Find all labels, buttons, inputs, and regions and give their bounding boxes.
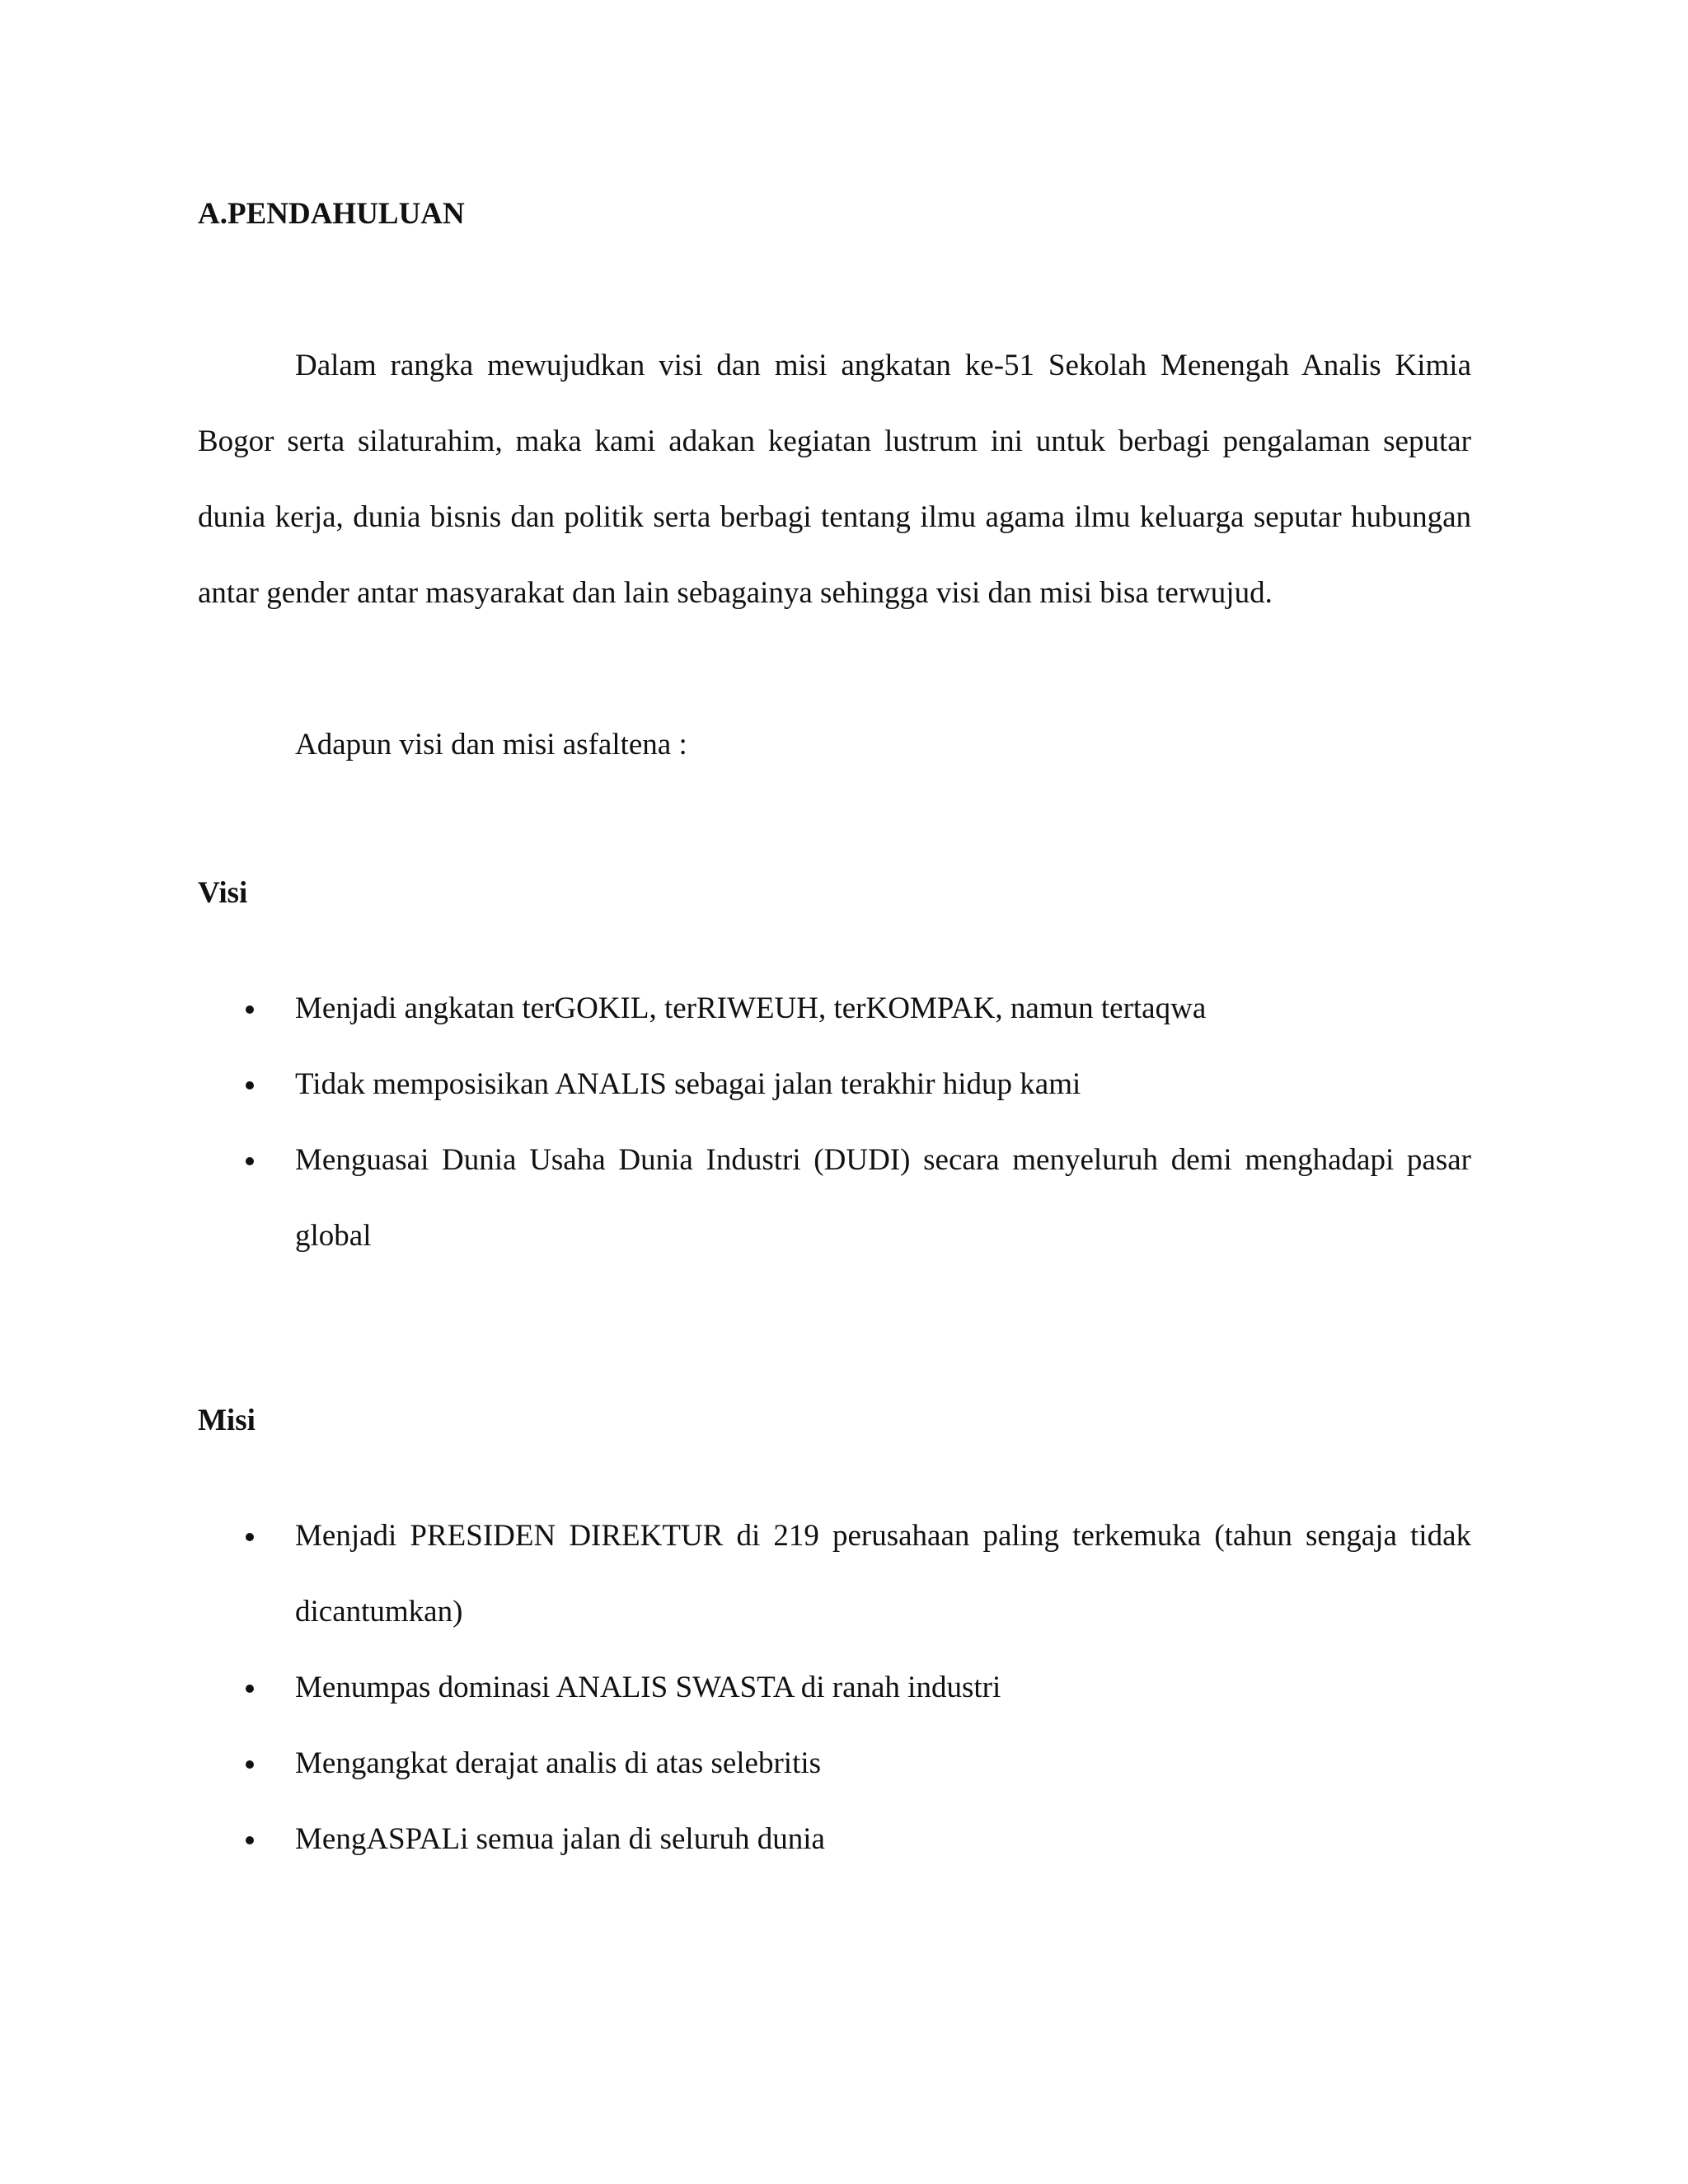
bullet-icon [246, 1081, 254, 1090]
visi-list-item [198, 971, 1471, 1047]
visi-misi-intro-paragraph: Adapun visi dan misi asfaltena : [295, 728, 687, 762]
bullet-icon [246, 1533, 254, 1541]
visi-list [198, 971, 1471, 1274]
misi-item-text: Mengangkat derajat analis di atas selebritis [295, 1746, 822, 1780]
section-heading: A.PENDAHULUAN [198, 197, 465, 231]
visi-list-item [198, 1122, 1471, 1274]
bullet-icon [246, 1760, 254, 1769]
misi-heading: Misi [198, 1404, 256, 1437]
misi-list-item [198, 1726, 1471, 1802]
visi-item-text: Menguasai Dunia Usaha Dunia Industri (DUDI) secara menyeluruh demi menghadapi pasar global [295, 1143, 1471, 1253]
bullet-icon [246, 1157, 254, 1165]
bullet-icon [246, 1836, 254, 1844]
visi-list-item [198, 1047, 1471, 1122]
misi-list-item [198, 1498, 1471, 1650]
misi-list-item [198, 1802, 1471, 1877]
visi-item-text: Tidak memposisikan ANALIS sebagai jalan terakhir hidup kami [295, 1067, 1081, 1101]
misi-item-text: Menumpas dominasi ANALIS SWASTA di ranah industri [295, 1671, 1001, 1704]
bullet-icon [246, 1685, 254, 1693]
visi-heading: Visi [198, 876, 248, 910]
misi-list [198, 1498, 1471, 1877]
bullet-icon [246, 1005, 254, 1014]
misi-list-item [198, 1650, 1471, 1726]
intro-paragraph: Dalam rangka mewujudkan visi dan misi angkatan ke-51 Sekolah Menengah Analis Kimia Bogor serta silaturahim, maka kami adakan kegiatan lustrum ini untuk berbagi pengalaman seputar dunia kerja, dunia bisnis dan politik serta berbagi tentang ilmu agama ilmu keluarga seputar hubungan antar gender antar masyarakat dan lain sebagainya sehingga visi dan misi bisa terwujud. [198, 349, 1471, 610]
misi-item-text: Menjadi PRESIDEN DIREKTUR di 219 perusahaan paling terkemuka (tahun sengaja tidak dicantumkan) [295, 1519, 1471, 1629]
visi-item-text: Menjadi angkatan terGOKIL, terRIWEUH, terKOMPAK, namun tertaqwa [295, 991, 1207, 1025]
misi-item-text: MengASPALi semua jalan di seluruh dunia [295, 1822, 825, 1856]
